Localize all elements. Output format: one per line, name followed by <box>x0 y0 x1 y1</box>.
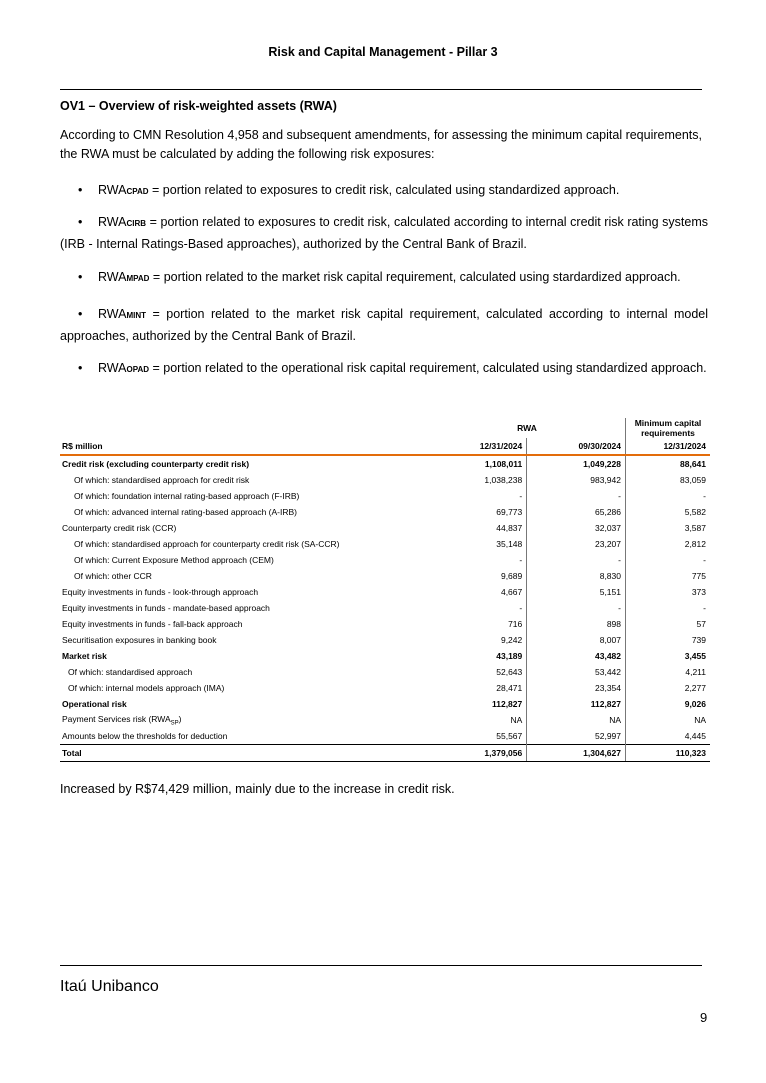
table-row <box>60 600 710 616</box>
table-cell-value: 373 <box>691 587 706 597</box>
bullet-item <box>60 267 708 289</box>
table-cell-value: 55,567 <box>429 728 527 745</box>
total-label: Total <box>60 745 429 762</box>
col-header-rwa-sep2024: 09/30/2024 <box>527 438 626 455</box>
row-label <box>60 488 429 504</box>
rwa-table <box>60 418 710 762</box>
table-cell-value: - <box>429 552 527 568</box>
row-label <box>60 552 429 568</box>
table-cell-value: - <box>703 555 706 565</box>
bullet-term: RWA <box>98 183 127 197</box>
row-label-text: Of which: other CCR <box>74 571 152 581</box>
table-row <box>60 696 710 712</box>
row-label-text: Market risk <box>62 651 107 661</box>
page-number: 9 <box>700 1010 708 1025</box>
bullet-item <box>60 304 708 346</box>
bullet-term: RWA <box>98 215 127 229</box>
row-label <box>60 616 429 632</box>
row-label <box>60 648 429 664</box>
table-cell-value: 9,689 <box>429 568 527 584</box>
row-label <box>60 680 429 696</box>
table-cell-value: 1,108,011 <box>429 455 527 472</box>
bullet-term-subscript: MINT <box>126 311 147 320</box>
table-cell-value: 88,641 <box>680 459 706 469</box>
bullet-dot-icon: • <box>78 270 83 284</box>
table-cell-value: 4,667 <box>429 584 527 600</box>
bullet-item <box>60 180 708 202</box>
intro-paragraph: According to CMN Resolution 4,958 and subsequent amendments, for assessing the minimum capital requirements, the RWA must be calculated by adding the following risk exposures: <box>60 128 702 161</box>
footnote-text: Increased by R$74,429 million, mainly due to the increase in credit risk. <box>60 782 455 796</box>
table-column-header <box>60 438 710 455</box>
row-label-text: Of which: internal models approach (IMA) <box>68 683 225 693</box>
page-header-title: Risk and Capital Management - Pillar 3 <box>268 45 498 59</box>
table-row <box>60 552 710 568</box>
table-row <box>60 520 710 536</box>
table-cell-value: 23,207 <box>527 536 626 552</box>
table-cell-value: NA <box>694 715 706 725</box>
bullet-dot-icon: • <box>78 215 83 229</box>
row-label <box>60 696 429 712</box>
bullet-text: = portion related to exposures to credit risk, calculated using standardized approach. <box>148 183 620 197</box>
table-row <box>60 728 710 745</box>
row-label <box>60 536 429 552</box>
table-cell-value: NA <box>527 712 626 728</box>
table-total-row <box>60 745 710 762</box>
bullet-dot-icon: • <box>78 307 83 321</box>
bullet-term-subscript: CIRB <box>126 219 147 228</box>
table-cell-value: 8,830 <box>527 568 626 584</box>
table-row <box>60 632 710 648</box>
table-row <box>60 455 710 472</box>
bullet-dot-icon: • <box>78 183 83 197</box>
bullet-text: = portion related to the market risk capital requirement, calculated using stardardized approach. <box>149 270 681 284</box>
row-label-text: Securitisation exposures in banking book <box>62 635 217 645</box>
col-header-rwa-dec2024: 12/31/2024 <box>429 438 527 455</box>
row-label <box>60 455 429 472</box>
bullet-text: = portion related to the operational risk capital requirement, calculated using standardized approach. <box>149 361 707 375</box>
group-rwa-header: RWA <box>429 418 626 438</box>
row-label-text: Of which: foundation internal rating-based approach (F-IRB) <box>74 491 300 501</box>
table-cell-value: 28,471 <box>429 680 527 696</box>
header-rule <box>60 89 702 90</box>
bullet-term-subscript: MPAD <box>126 274 150 283</box>
table-cell-value: 112,827 <box>527 696 626 712</box>
bullet-term: RWA <box>98 270 127 284</box>
table-cell-value: - <box>703 603 706 613</box>
row-label-text: Of which: standardised approach for credit risk <box>74 475 250 485</box>
bullet-item <box>60 358 708 380</box>
table-cell-value: 5,151 <box>527 584 626 600</box>
total-value: 1,379,056 <box>429 745 527 762</box>
unit-label: R$ million <box>60 438 429 455</box>
table-cell-value: 983,942 <box>527 472 626 488</box>
row-label-text: Credit risk (excluding counterparty credit risk) <box>62 459 250 469</box>
row-label <box>60 600 429 616</box>
table-row <box>60 712 710 728</box>
bullet-text: = portion related to exposures to credit risk, calculated according to internal credit risk rating systems (IRB - Internal Ratings-Based approaches), authorized by the Central Bank of Brazil. <box>60 215 708 251</box>
table-cell-value: 65,286 <box>527 504 626 520</box>
row-label-text: Equity investments in funds - look-through approach <box>62 587 259 597</box>
table-cell-value: 35,148 <box>429 536 527 552</box>
table-cell-value: 4,211 <box>685 667 706 677</box>
bullet-text: = portion related to the market risk capital requirement, calculated according to internal model approaches, authorized by the Central Bank of Brazil. <box>60 307 708 343</box>
row-label <box>60 632 429 648</box>
table-cell-value: 43,189 <box>429 648 527 664</box>
bullet-term-subscript: CPAD <box>126 187 149 196</box>
table-cell-value: - <box>527 488 626 504</box>
table-row <box>60 568 710 584</box>
table-cell-value: 9,026 <box>684 699 706 709</box>
row-label-text: Counterparty credit risk (CCR) <box>62 523 177 533</box>
table-cell-value: 1,049,228 <box>527 455 626 472</box>
table-cell-value: 716 <box>429 616 527 632</box>
row-label <box>60 664 429 680</box>
table-cell-value: - <box>429 488 527 504</box>
bullet-dot-icon: • <box>78 361 83 375</box>
row-label-text: Of which: standardised approach <box>68 667 193 677</box>
table-row <box>60 680 710 696</box>
row-label <box>60 712 429 728</box>
row-label-text: Equity investments in funds - fall-back approach <box>62 619 243 629</box>
group-min-capital-header: Minimum capital requirements <box>634 418 702 438</box>
table-cell-value: - <box>703 491 706 501</box>
table-row <box>60 648 710 664</box>
row-label <box>60 504 429 520</box>
table-cell-value: 57 <box>696 619 706 629</box>
table-cell-value: 83,059 <box>680 475 706 485</box>
footer-rule <box>60 965 702 966</box>
table-cell-value: 3,455 <box>684 651 706 661</box>
table-cell-value: 4,445 <box>684 731 706 741</box>
bullet-term-subscript: OPAD <box>126 365 150 374</box>
table-group-header <box>60 418 710 438</box>
col-header-min-dec2024: 12/31/2024 <box>626 438 711 455</box>
table-cell-value: 2,812 <box>684 539 706 549</box>
table-cell-value: 1,038,238 <box>429 472 527 488</box>
row-label-subscript: SP <box>170 720 179 727</box>
row-label <box>60 520 429 536</box>
table-cell-value: 8,007 <box>527 632 626 648</box>
table-row <box>60 472 710 488</box>
table-cell-value: 52,997 <box>527 728 626 745</box>
total-value: 110,323 <box>626 745 711 762</box>
row-label-text: Operational risk <box>62 699 127 709</box>
row-label-text: Of which: standardised approach for counterparty credit risk (SA-CCR) <box>74 539 340 549</box>
table-cell-value: 44,837 <box>429 520 527 536</box>
table-row <box>60 584 710 600</box>
table-row <box>60 616 710 632</box>
table-cell-value: 112,827 <box>429 696 527 712</box>
total-value: 1,304,627 <box>527 745 626 762</box>
table-cell-value: - <box>429 600 527 616</box>
table-cell-value: - <box>527 552 626 568</box>
table-cell-value: 23,354 <box>527 680 626 696</box>
table-cell-value: 2,277 <box>684 683 706 693</box>
bullet-term: RWA <box>98 361 127 375</box>
row-label-end: ) <box>178 713 182 724</box>
row-label-text: Amounts below the thresholds for deduction <box>62 731 228 741</box>
row-label-text: Of which: Current Exposure Method approach (CEM) <box>74 555 274 565</box>
bullet-item <box>60 212 708 254</box>
row-label-text: Of which: advanced internal rating-based approach (A-IRB) <box>74 507 298 517</box>
row-label <box>60 472 429 488</box>
table-row <box>60 488 710 504</box>
row-label <box>60 568 429 584</box>
table-row <box>60 536 710 552</box>
table-cell-value: 52,643 <box>429 664 527 680</box>
table-cell-value: 32,037 <box>527 520 626 536</box>
table-cell-value: 5,582 <box>684 507 706 517</box>
row-label-text: Equity investments in funds - mandate-based approach <box>62 603 270 613</box>
row-label <box>60 584 429 600</box>
section-title: OV1 – Overview of risk-weighted assets (RWA) <box>60 99 337 113</box>
table-cell-value: 3,587 <box>684 523 706 533</box>
bullet-term: RWA <box>98 307 127 321</box>
table-cell-value: 898 <box>527 616 626 632</box>
row-label <box>60 728 429 745</box>
table-row <box>60 664 710 680</box>
row-label-text: Payment Services risk (RWA <box>62 713 171 724</box>
table-cell-value: 43,482 <box>527 648 626 664</box>
table-cell-value: 53,442 <box>527 664 626 680</box>
table-cell-value: 739 <box>691 635 706 645</box>
table-cell-value: 775 <box>691 571 706 581</box>
table-cell-value: 69,773 <box>429 504 527 520</box>
table-cell-value: NA <box>429 712 527 728</box>
table-row <box>60 504 710 520</box>
table-cell-value: - <box>527 600 626 616</box>
footer-company-name: Itaú Unibanco <box>60 978 159 995</box>
table-cell-value: 9,242 <box>429 632 527 648</box>
